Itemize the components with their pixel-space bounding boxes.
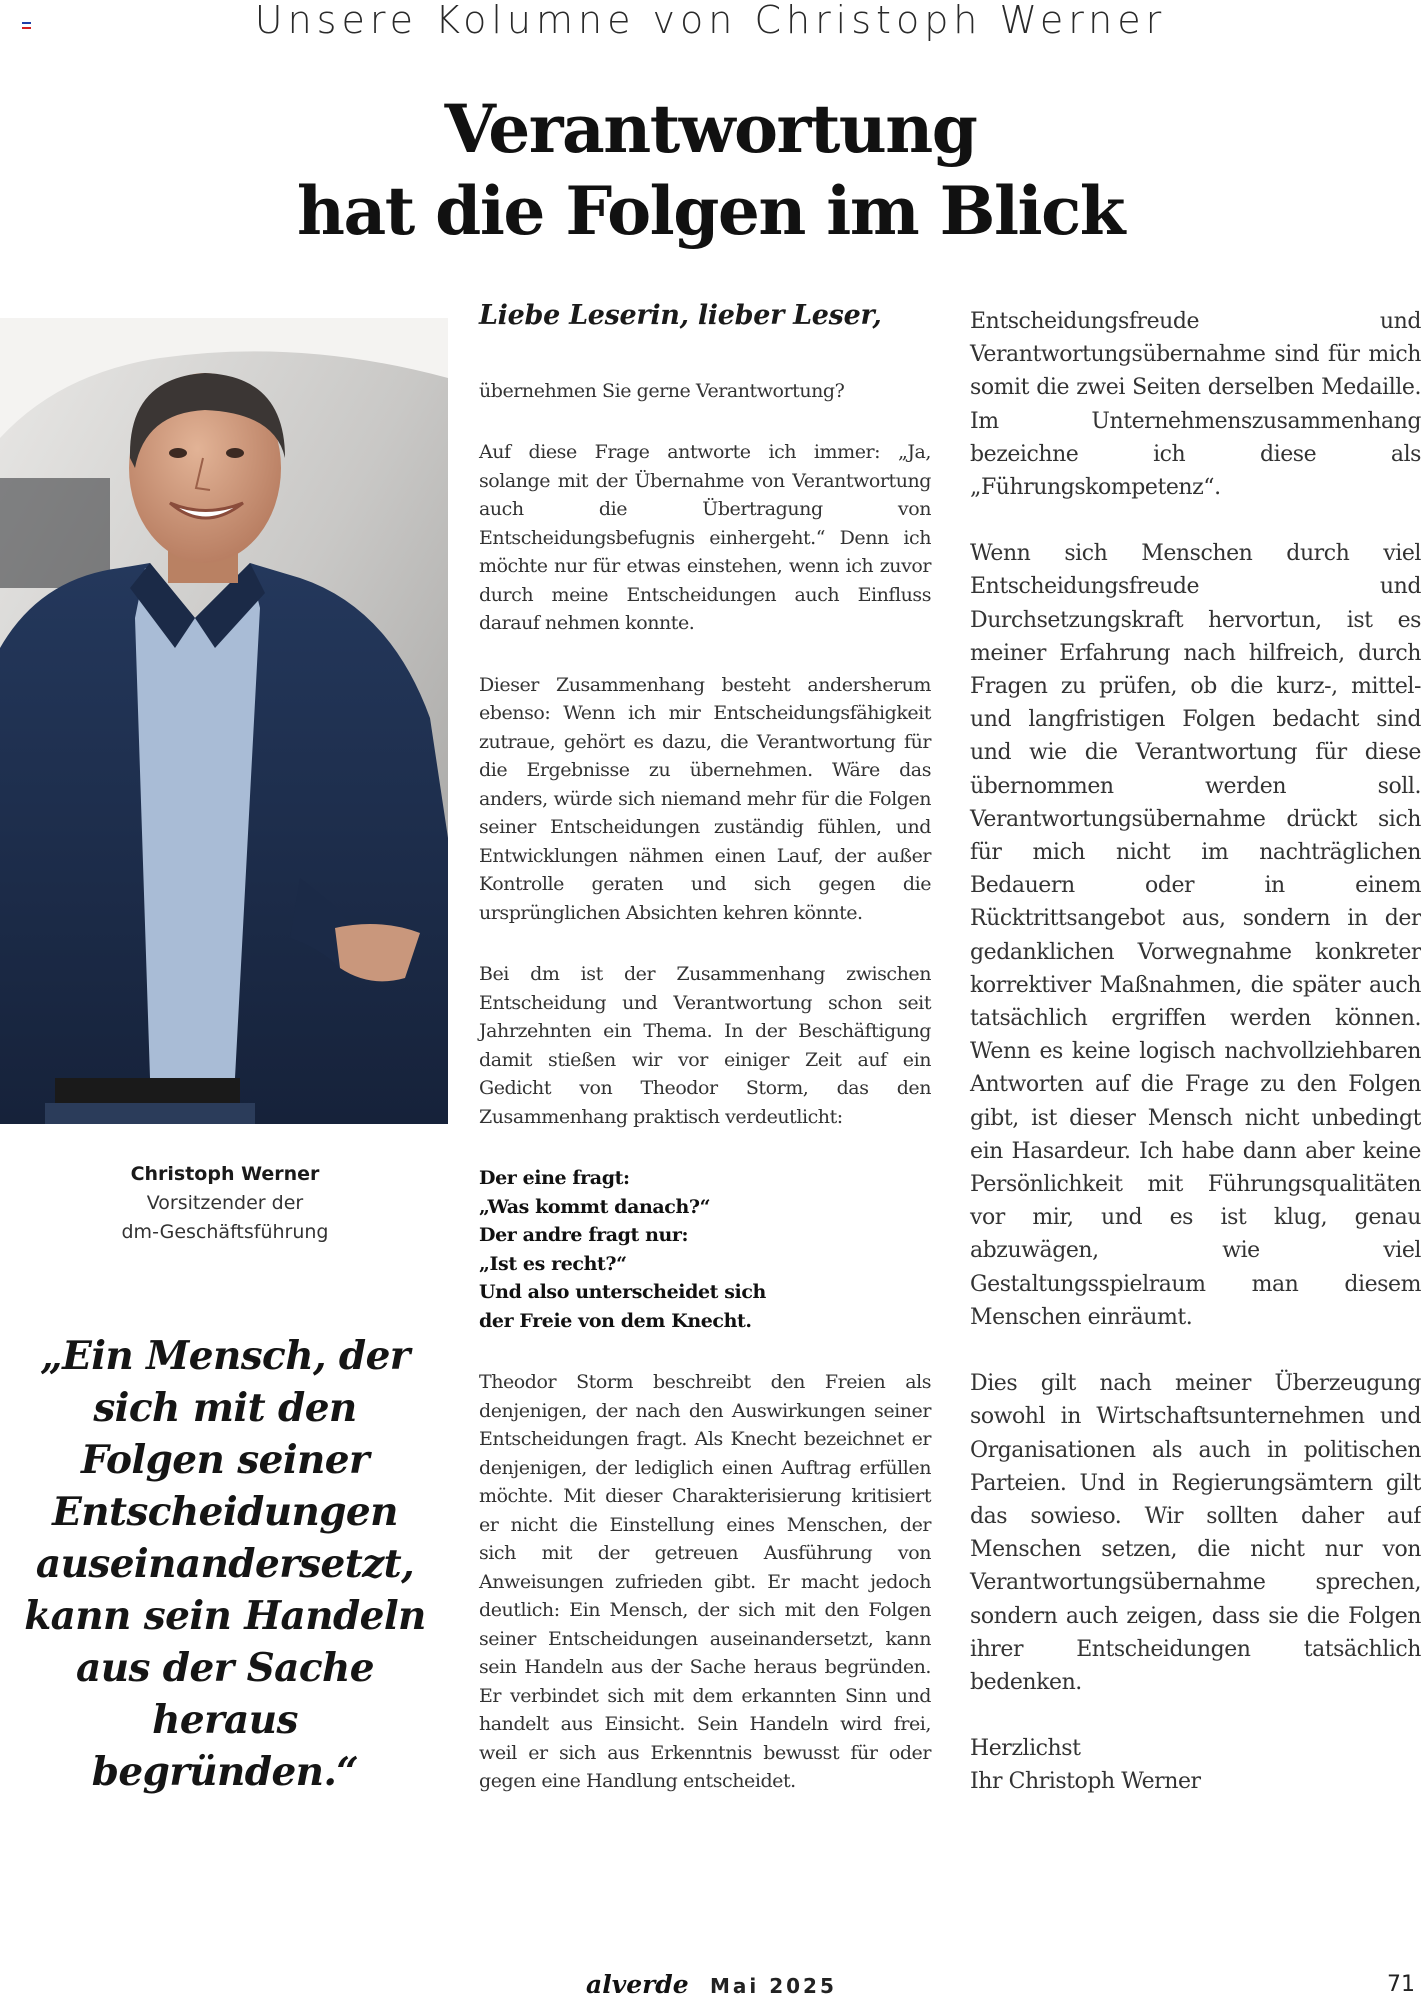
pull-quote: „Ein Mensch, der sich mit den Folgen seiner Entscheidungen auseinandersetzt, kann sein Handeln aus der Sache heraus begründen.“ [24, 1333, 426, 1795]
photo-caption [20, 1160, 430, 1247]
issue-date: Mai 2025 [710, 1974, 837, 1998]
column-kicker: Unsere Kolumne von Christoph Werner [254, 0, 1167, 42]
poem-line: der Freie von dem Knecht. [479, 1309, 752, 1332]
poem [479, 1164, 931, 1335]
closing-signature: Ihr Christoph Werner [970, 1769, 1201, 1795]
paragraph-3: Dieser Zusammenhang besteht andersherum ebenso: Wenn ich mir Entscheidungsfähigkeit zutraue, gehört es dazu, die Verantwortung für die Ergebnisse zu übernehmen. Wäre das anders, würde sich niemand mehr für die Folgen seiner Entscheidungen zuständig fühlen, und Entwicklungen nähmen einen Lauf, der außer Kontrolle geraten und sich gegen die ursprünglichen Absichten kehren könnte. [479, 673, 931, 924]
brand-logo: alverde [586, 1970, 689, 1999]
caption-role-line-1: Vorsitzender der [146, 1192, 304, 1214]
paragraph-1: übernehmen Sie gerne Verantwortung? [479, 379, 845, 402]
greeting: Liebe Leserin, lieber Leser, [479, 300, 882, 331]
page-number: 71 [1387, 1972, 1415, 1997]
article-column-1 [479, 302, 931, 1829]
closing [970, 1732, 1421, 1798]
author-portrait [0, 318, 448, 1124]
poem-line: Und also unterscheidet sich [479, 1281, 766, 1303]
poem-line: „Ist es recht?“ [479, 1252, 627, 1275]
poem-line: Der andre fragt nur: [479, 1224, 689, 1246]
closing-line-1: Herzlichst [970, 1736, 1081, 1762]
article-column-2 [970, 305, 1421, 1799]
paragraph-7: Wenn sich Menschen durch viel Entscheidungsfreude und Durchsetzungskraft hervortun, ist es meiner Erfahrung nach hilfreich, durch Fragen zu prüfen, ob die kurz-, mittel- und langfristigen Folgen bedacht sind und wie die Verantwortung für diese übernommen werden soll. Verantwortungsübernahme drückt sich für mich nicht im nachträglichen Bedauern oder in einem Rücktrittsangebot aus, sondern in der gedanklichen Vorwegnahme konkreter korrektiver Maßnahmen, die später auch tatsächlich ergriffen werden können. Wenn es keine logisch nachvollziehbaren Antworten auf die Frage zu den Folgen gibt, ist dieser Mensch nicht unbedingt ein Hasardeur. Ich habe dann aber keine Persönlichkeit mit Führungsqualitäten vor mir, und es ist klug, genau abzuwägen, wie viel Gestaltungsspielraum man diesem Menschen einräumt. [970, 541, 1421, 1330]
paragraph-6: Entscheidungsfreude und Verantwortungsübernahme sind für mich somit die zwei Seiten derselben Medaille. Im Unternehmenszusammenhang bezeichne ich diese als „Führungskompetenz“. [970, 309, 1421, 501]
paragraph-4: Bei dm ist der Zusammenhang zwischen Entscheidung und Verantwortung schon seit Jahrzehnten ein Thema. In der Beschäftigung damit stießen wir vor einiger Zeit auf ein Gedicht von Theodor Storm, das den Zusammenhang praktisch verdeutlicht: [479, 963, 931, 1128]
footer [0, 1972, 1421, 2000]
headline [0, 88, 1421, 252]
caption-name: Christoph Werner [130, 1163, 320, 1185]
caption-role-line-2: dm-Geschäftsführung [121, 1221, 329, 1243]
paragraph-8: Dies gilt nach meiner Überzeugung sowohl in Wirtschaftsunternehmen und Organisationen als auch in politischen Parteien. Und in Regierungsämtern gilt das sowieso. Wir sollten daher auf Menschen setzen, die nicht nur von Verantwortungsübernahme sprechen, sondern auch zeigen, dass sie die Folgen ihrer Entscheidungen tatsächlich bedenken. [970, 1371, 1421, 1695]
headline-line-1: Verantwortung [444, 90, 977, 168]
paragraph-5: Theodor Storm beschreibt den Freien als denjenigen, der nach den Auswirkungen seiner Entscheidungen fragt. Als Knecht bezeichnet er denjenigen, der lediglich einen Auftrag erfüllen möchte. Mit dieser Charakterisierung kritisiert er nicht die Einstellung eines Menschen, der sich mit der getreuen Ausführung von Anweisungen zufrieden gibt. Er macht jedoch deutlich: Ein Mensch, der sich mit den Folgen seiner Entscheidungen auseinandersetzt, kann sein Handeln aus der Sache heraus begründen. Er verbindet sich mit dem erkannten Sinn und handelt aus Einsicht. Sein Handeln wird frei, weil er sich aus Erkenntnis bewusst für oder gegen eine Handlung entscheidet. [479, 1371, 931, 1792]
paragraph-2: Auf diese Frage antworte ich immer: „Ja, solange mit der Übernahme von Verantwortung auch die Übertragung von Entscheidungsbefugnis einhergeht.“ Denn ich möchte nur für etwas einstehen, wenn ich zuvor durch meine Entscheidungen auch Einfluss darauf nehmen konnte. [479, 441, 931, 634]
poem-line: „Was kommt danach?“ [479, 1195, 711, 1218]
poem-line: Der eine fragt: [479, 1167, 630, 1189]
headline-line-2: hat die Folgen im Blick [296, 172, 1125, 250]
